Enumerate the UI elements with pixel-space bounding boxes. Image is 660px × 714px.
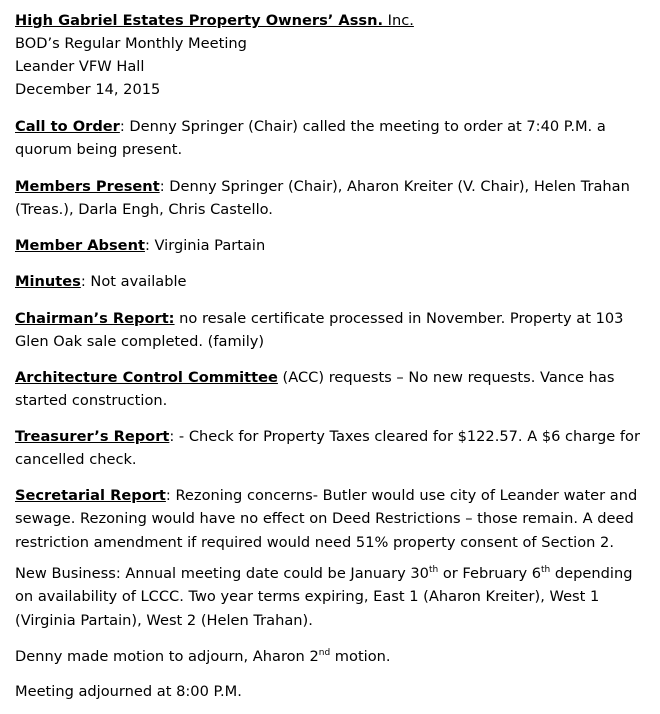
meeting-location: Leander VFW Hall bbox=[15, 58, 145, 75]
member-absent-text: : Virginia Partain bbox=[144, 237, 266, 254]
members-present-paragraph bbox=[15, 175, 646, 222]
member-absent-label: Member Absent bbox=[15, 237, 145, 254]
new-business-text-3: depending on availability of LCCC. Two year terms expiring, East 1 (Aharon Kreiter), West 1 (Virginia Partain), West 2 (Helen Trahan). bbox=[15, 565, 633, 629]
treasurers-report-text: : - Check for Property Taxes cleared for $122.57. A $6 charge for cancelled check. bbox=[15, 428, 640, 469]
org-name-line bbox=[15, 9, 414, 32]
call-to-order-label: Call to Order bbox=[15, 118, 120, 135]
motion-paragraph bbox=[15, 645, 646, 668]
meeting-type: BOD’s Regular Monthly Meeting bbox=[15, 35, 247, 52]
meeting-date: December 14, 2015 bbox=[15, 81, 161, 98]
chairmans-report-paragraph bbox=[15, 307, 646, 354]
acc-paragraph bbox=[15, 366, 646, 413]
member-absent-paragraph bbox=[15, 234, 646, 257]
chairmans-report-text: no resale certificate processed in November. Property at 103 Glen Oak sale completed. (family) bbox=[15, 310, 624, 351]
treasurers-report-label: Treasurer’s Report bbox=[15, 428, 170, 445]
motion-text-1: Denny made motion to adjourn, Aharon 2 bbox=[15, 648, 319, 665]
call-to-order-paragraph bbox=[15, 115, 646, 162]
minutes-text: : Not available bbox=[80, 273, 187, 290]
acc-label: Architecture Control Committee bbox=[15, 369, 278, 386]
document-header bbox=[15, 9, 414, 101]
chairmans-report-label: Chairman’s Report: bbox=[15, 310, 175, 327]
minutes-label: Minutes bbox=[15, 273, 81, 290]
secretarial-report-label: Secretarial Report bbox=[15, 487, 166, 504]
org-suffix: Inc. bbox=[383, 12, 414, 29]
treasurers-report-paragraph bbox=[15, 425, 646, 472]
motion-sup: nd bbox=[318, 648, 331, 658]
org-name: High Gabriel Estates Property Owners’ Assn. bbox=[15, 12, 384, 29]
secretarial-report-paragraph bbox=[15, 484, 646, 554]
new-business-text-2: or February 6 bbox=[438, 565, 542, 582]
new-business-sup-2: th bbox=[541, 565, 551, 575]
motion-text-2: motion. bbox=[330, 648, 391, 665]
new-business-sup-1: th bbox=[428, 565, 439, 575]
members-present-text: : Denny Springer (Chair), Aharon Kreiter (V. Chair), Helen Trahan (Treas.), Darla Engh, Chris Castello. bbox=[15, 178, 630, 219]
new-business-paragraph bbox=[15, 562, 646, 632]
new-business-text-1: New Business: Annual meeting date could be January 30 bbox=[15, 565, 429, 582]
minutes-paragraph bbox=[15, 270, 646, 293]
secretarial-report-text: : Rezoning concerns- Butler would use city of Leander water and sewage. Rezoning would have no effect on Deed Restrictions – those remain. A deed restriction amendment if required would need 51% property consent of Section 2. bbox=[15, 487, 638, 551]
adjourned-paragraph: Meeting adjourned at 8:00 P.M. bbox=[15, 683, 242, 700]
acc-text: (ACC) requests – No new requests. Vance has started construction. bbox=[15, 369, 615, 410]
members-present-label: Members Present bbox=[15, 178, 160, 195]
call-to-order-text: : Denny Springer (Chair) called the meeting to order at 7:40 P.M. a quorum being present. bbox=[15, 118, 606, 159]
